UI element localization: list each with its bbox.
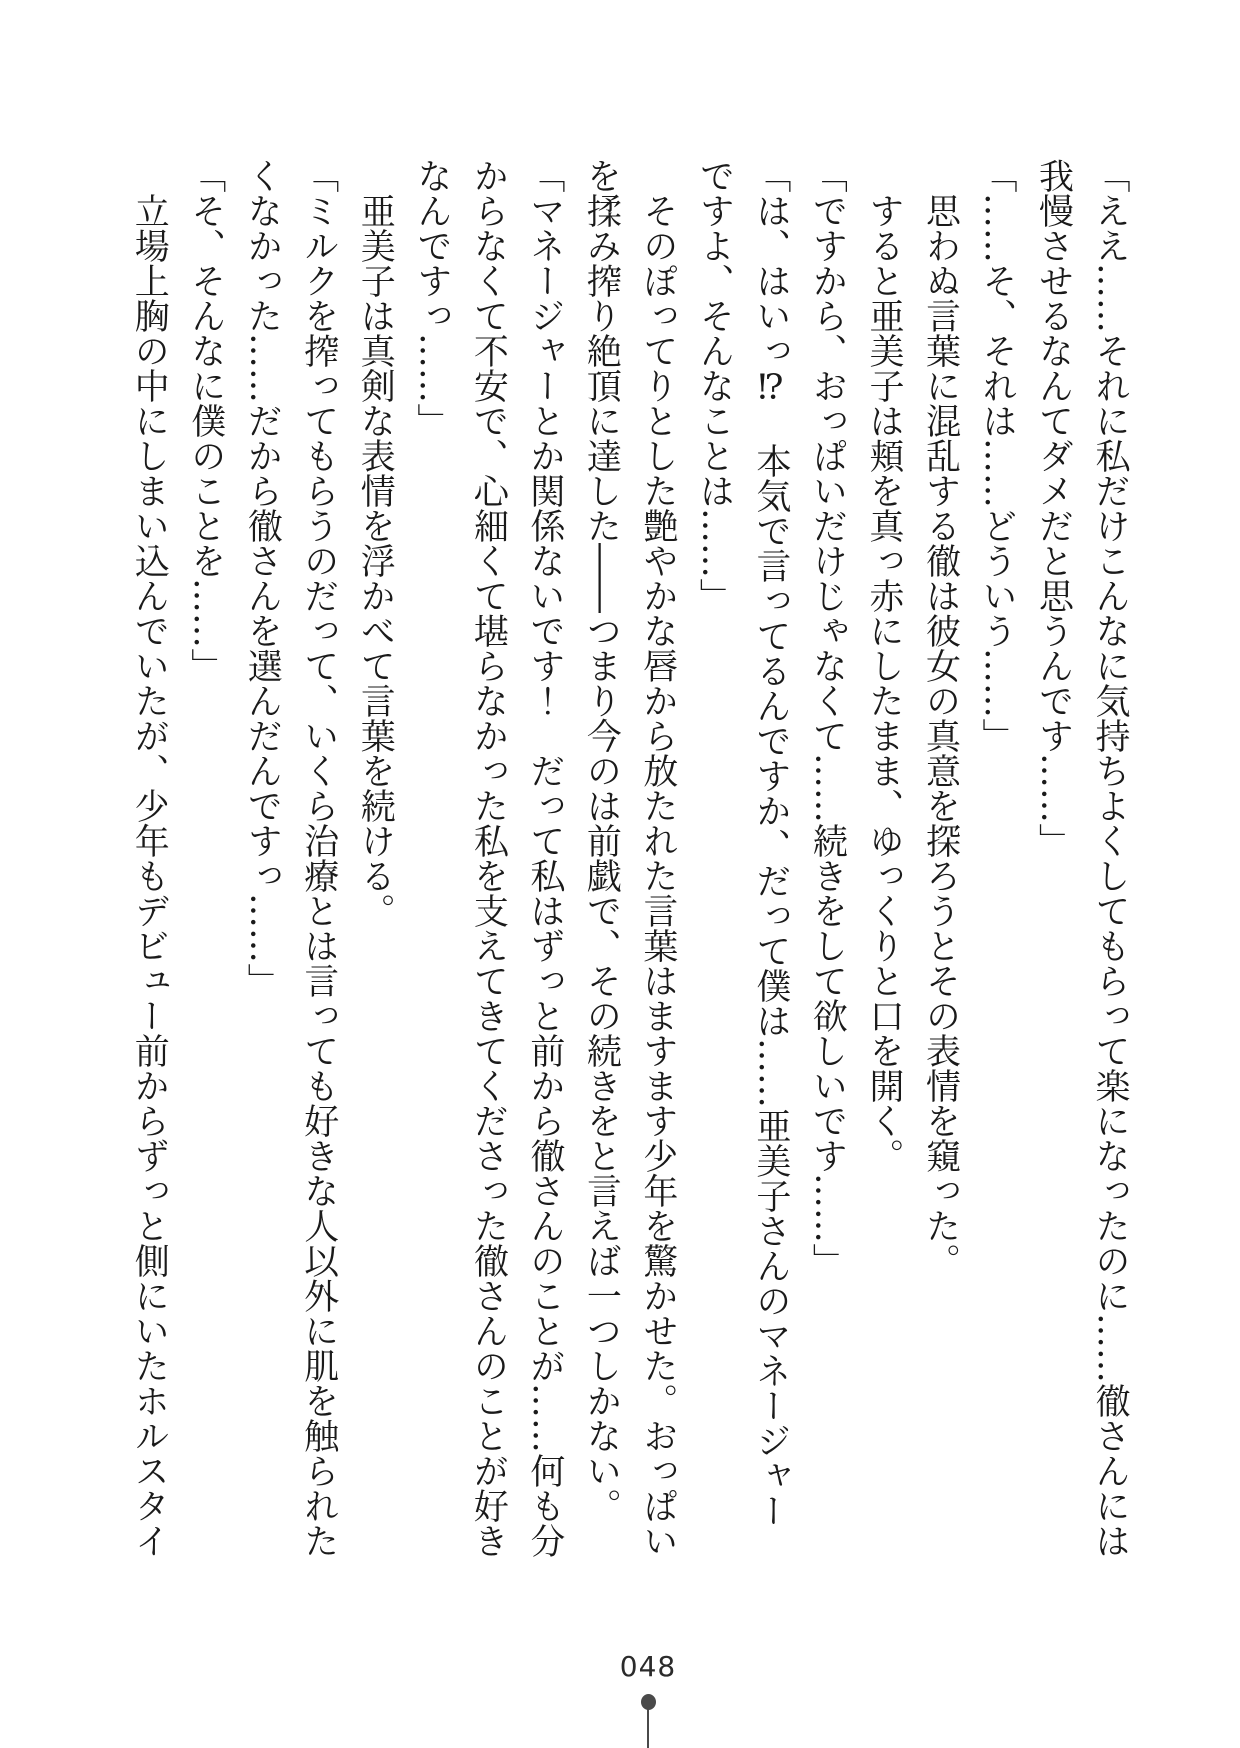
paragraph-dialogue: 「……そ、それは……どういう……」 — [976, 158, 1017, 753]
paragraph-narration: すると亜美子は頬を真っ赤にしたまま、ゆっくりと口を開く。 — [863, 193, 904, 1173]
page-number: 048 — [619, 1650, 677, 1683]
paragraph-narration: そのぽってりとした艶やかな唇から放たれた言葉はますます少年を驚かせた。おっぱいを揉み搾り絶頂に達した――つまり今のは前戯で、その続きをと言えば一つしかない。 — [581, 158, 678, 1558]
paragraph-narration: 立場上胸の中にしまい込んでいたが、少年もデビュー前からずっと側にいたホルスタイ — [129, 193, 170, 1558]
page-text-block — [121, 158, 1138, 1560]
footer-dot-icon — [641, 1694, 656, 1710]
paragraph-dialogue: 「ですから、おっぱいだけじゃなくて……続きをして欲しいです……」 — [807, 158, 848, 1278]
paragraph-dialogue: 「マネージャーとか関係ないです！ だって私はずっと前から徹さんのことが……何も分からなくて不安で、心細くて堪らなかった私を支えてきてくださった徹さんのことが好きなんですっ……」 — [411, 158, 565, 1558]
paragraph-dialogue: 「そ、そんなに僕のことを……」 — [185, 158, 226, 683]
paragraph-dialogue: 「ええ……それに私だけこんなに気持ちよくしてもらって楽になったのに……徹さんには我慢させるなんてダメだと思うんです……」 — [1033, 158, 1130, 1558]
footer-stem-line — [647, 1708, 649, 1748]
paragraph-narration: 亜美子は真剣な表情を浮かべて言葉を続ける。 — [355, 193, 396, 928]
paragraph-dialogue: 「は、はいっ⁉ 本気で言ってるんですか、だって僕は……亜美子さんのマネージャーですよ、そんなことは……」 — [694, 158, 791, 1528]
paragraph-narration: 思わぬ言葉に混乱する徹は彼女の真意を探ろうとその表情を窺った。 — [920, 193, 961, 1278]
paragraph-dialogue: 「ミルクを搾ってもらうのだって、いくら治療とは言っても好きな人以外に肌を触られたくなかった……だから徹さんを選んだんですっ……」 — [242, 158, 339, 1558]
